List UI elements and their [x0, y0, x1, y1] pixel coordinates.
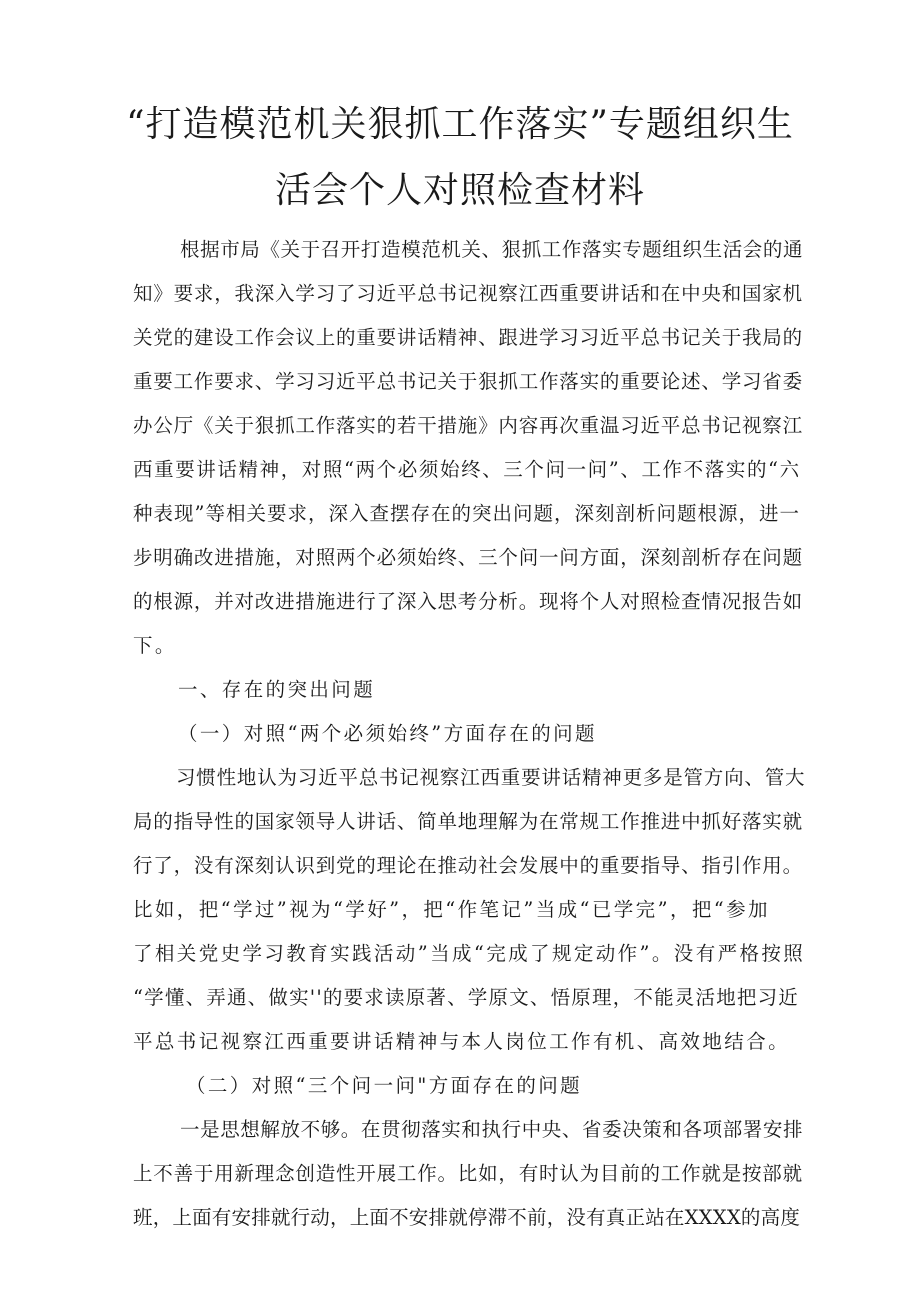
subsection-heading: （二）对照“三个问一问"方面存在的问题 [186, 1074, 583, 1097]
paragraph-line: 上不善于用新理念创造性开展工作。比如，有时认为目前的工作就是按部就 [133, 1162, 803, 1185]
paragraph-line: 班，上面有安排就行动，上面不安排就停滞不前，没有真正站在XXXX的高度 [133, 1206, 801, 1229]
paragraph-line: 西重要讲话精神，对照“两个必须始终、三个问一问”、工作不落实的“六 [133, 458, 801, 481]
paragraph-line: 步明确改进措施，对照两个必须始终、三个问一问方面，深刻剖析存在问题 [133, 546, 803, 569]
paragraph-line: 平总书记视察江西重要讲话精神与本人岗位工作有机、高效地结合。 [133, 1030, 791, 1053]
paragraph-line: 种表现”等相关要求，深入查摆存在的突出问题，深刻剖析问题根源，进一 [133, 502, 800, 525]
paragraph-line: “学懂、弄通、做实''的要求读原著、学原文、悟原理，不能灵活地把习近 [133, 986, 799, 1009]
paragraph-line: 知》要求，我深入学习了习近平总书记视察江西重要讲话和在中央和国家机 [133, 282, 803, 305]
paragraph-line: 关党的建设工作会议上的重要讲话精神、跟进学习习近平总书记关于我局的 [133, 326, 803, 349]
section-heading: 一、存在的突出问题 [178, 678, 376, 701]
document-title-line-1: “打造模范机关狠抓工作落实”专题组织生 [126, 104, 794, 145]
paragraph-line: 局的指导性的国家领导人讲话、简单地理解为在常规工作推进中抓好落实就 [133, 810, 803, 833]
paragraph-line: 行了，没有深刻认识到党的理论在推动社会发展中的重要指导、指引作用。 [133, 854, 803, 877]
paragraph-line: 了相关党史学习教育实践活动”当成“完成了规定动作”。没有严格按照 [133, 942, 806, 965]
paragraph-line: 根据市局《关于召开打造模范机关、狠抓工作落实专题组织生活会的通 [180, 238, 804, 261]
document-title-line-2: 活会个人对照检查材料 [274, 170, 645, 211]
paragraph-line: 重要工作要求、学习习近平总书记关于狠抓工作落实的重要论述、学习省委 [133, 370, 803, 393]
paragraph-line: 习惯性地认为习近平总书记视察江西重要讲话精神更多是管方向、管大 [176, 766, 806, 789]
paragraph-line: 比如，把“学过”视为“学好”，把“作笔记”当成“已学完”，把“参加 [133, 898, 770, 921]
paragraph-line: 的根源，并对改进措施进行了深入思考分析。现将个人对照检查情况报告如 [133, 590, 803, 613]
subsection-heading: （一）对照“两个必须始终”方面存在的问题 [178, 722, 597, 745]
paragraph-line: 下。 [133, 634, 177, 657]
paragraph-line: 办公厅《关于狠抓工作落实的若干措施》内容再次重温习近平总书记视察江 [133, 414, 803, 437]
paragraph-line: 一是思想解放不够。在贯彻落实和执行中央、省委决策和各项部署安排 [180, 1118, 804, 1141]
